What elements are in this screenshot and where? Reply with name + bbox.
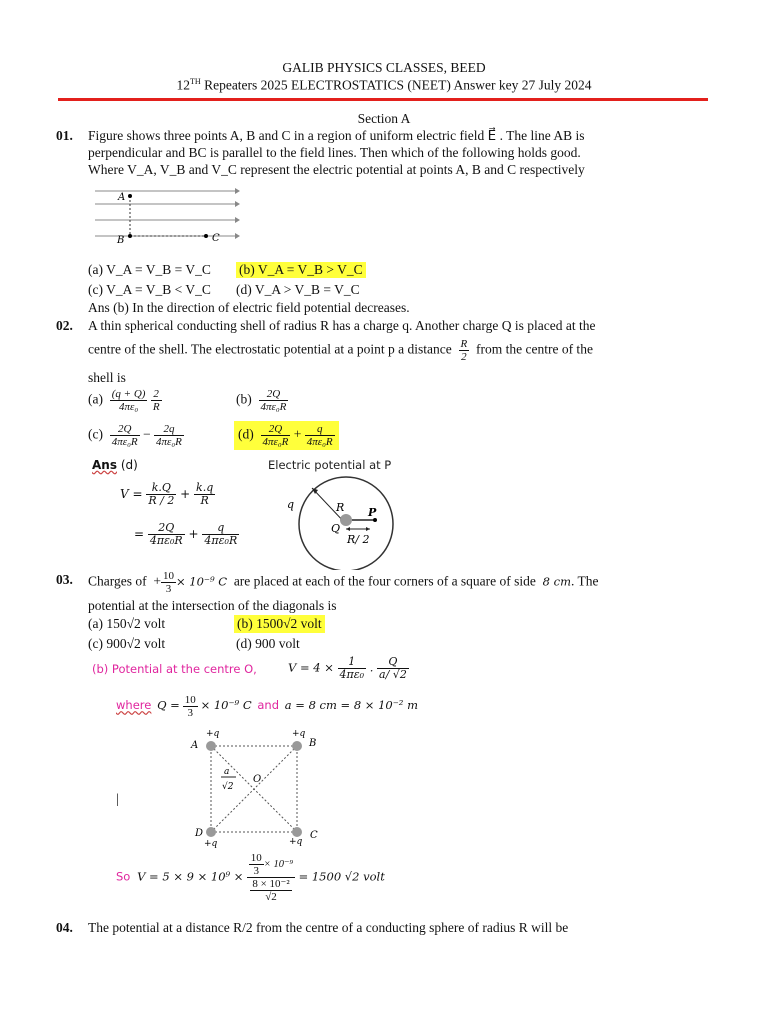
fig-label-o: O — [253, 774, 262, 785]
fig-label-p: P — [368, 506, 377, 519]
q2-sphere-figure — [284, 474, 404, 570]
q3-line2: potential at the intersection of the diagonals is — [88, 598, 337, 613]
fig-charge-a: +q — [206, 729, 220, 739]
q3-option-a: (a) 150√2 volt — [88, 616, 166, 631]
q2-option-a: (a) $\frac{(q + Q)}{\text{4πε₀}}$ $\frac{2}{R}$ — [88, 388, 160, 413]
header-subtitle: 12TH Repeaters 2025 ELECTROSTATICS (NEET) Answer key 27 July 2024 — [176, 77, 592, 93]
q3-square-figure — [186, 724, 326, 850]
q2-line2: centre of the shell. The electrostatic potential at a point p a distance $\frac{R}{2}$ from the centre of the — [88, 338, 593, 363]
q2-solution-step2: = $\frac{2Q}{\text{4πε₀R}}$ + $\frac{q}{\text{4πε₀R}}$ — [134, 521, 238, 547]
fig-charge-c: +q — [289, 837, 303, 847]
fig-label-c: C — [310, 830, 318, 841]
q2-ans-label: Ans (d) — [92, 458, 138, 472]
q3-line1: Charges of + $\frac{10}{3}$ × 10⁻⁹ C are placed at each of the four corners of a square of side 8 cm. The — [88, 570, 599, 595]
fig-charge-b: +q — [292, 729, 306, 739]
q2-solution-step1: V = $\frac{k.Q}{R / 2}$ + $\frac{k.q}{R}$ — [120, 481, 214, 507]
q1-line2: perpendicular and BC is parallel to the field lines. Then which of the following holds good. — [88, 145, 581, 160]
section-title: Section A — [357, 111, 411, 126]
q2-line1: A thin spherical conducting shell of radius R has a charge q. Another charge Q is placed at the — [88, 318, 596, 333]
header-divider — [58, 98, 708, 101]
fig-label-r2: R/ 2 — [347, 533, 370, 546]
q3-option-d: (d) 900 volt — [236, 636, 300, 651]
fig-label-d: D — [195, 828, 204, 839]
q2-option-c: (c) $\frac{2Q}{\text{4πε₀R}}$ − $\frac{2q}{\text{4πε₀R}}$ — [88, 423, 182, 448]
fig-label-a: A — [118, 192, 126, 203]
text-cursor: | — [116, 792, 119, 807]
question-number-1: 01. — [56, 128, 73, 143]
q4-text: The potential at a distance R/2 from the centre of a conducting sphere of radius R will be — [88, 920, 569, 935]
fig-charge-d: +q — [204, 839, 218, 849]
fig-label-c: C — [212, 233, 220, 244]
question-number-2: 02. — [56, 318, 73, 333]
fig-label-q: q — [287, 498, 295, 511]
fig-label-a: A — [191, 740, 199, 751]
q1-field-figure — [90, 186, 240, 248]
header-title: GALIB PHYSICS CLASSES, BEED — [282, 60, 486, 75]
q1-option-a: (a) V_A = V_B = V_C — [88, 262, 211, 277]
q3-solution-line1: (b) Potential at the centre O, — [92, 662, 257, 676]
q3-solution-line3: So V = 5 × 9 × 10⁹ × $\frac{10}{3}$ × 10⁻⁹ $\frac{\text{8 × 10⁻²}}{√2}$ = 1500 √2 volt — [116, 852, 385, 903]
q2-option-d: (d) $\frac{2Q}{\text{4πε₀R}}$ + $\frac{q}{\text{4πε₀R}}$ — [234, 421, 339, 450]
q1-answer: Ans (b) In the direction of electric field potential decreases. — [88, 300, 410, 315]
q3-solution-line2: where Q = $\frac{10}{3}$ × 10⁻⁹ C and a = 8 cm = 8 × 10⁻² m — [116, 694, 418, 719]
q1-option-d: (d) V_A > V_B = V_C — [236, 282, 360, 297]
question-number-4: 04. — [56, 920, 73, 935]
q1-line1: Figure shows three points A, B and C in a region of uniform electric field E⃗ . The line AB is — [88, 128, 585, 143]
q2-line3: shell is — [88, 370, 126, 385]
q2-ep-title: Electric potential at P — [268, 458, 392, 472]
fig-label-r: R — [336, 501, 345, 514]
q3-option-c: (c) 900√2 volt — [88, 636, 166, 651]
q3-option-b: (b) 1500√2 volt — [234, 615, 325, 633]
q2-option-b: (b) $\frac{2Q}{\text{4πε₀R}}$ — [236, 388, 287, 413]
fig-label-root2: √2 — [222, 782, 234, 792]
q1-option-c: (c) V_A = V_B < V_C — [88, 282, 211, 297]
fig-label-bigq: Q — [331, 522, 341, 535]
q1-option-b: (b) V_A = V_B > V_C — [236, 262, 366, 278]
q1-line3: Where V_A, V_B and V_C represent the electric potential at points A, B and C respectively — [88, 162, 585, 177]
q3-solution-formula: V = 4 × $\frac{1}{\text{4πε₀}}$ . $\frac{Q}{a/ √2}$ — [288, 655, 407, 681]
fig-label-side-a: a — [224, 767, 230, 777]
fig-label-b: B — [309, 738, 317, 749]
fig-label-b: B — [117, 235, 125, 246]
question-number-3: 03. — [56, 572, 73, 587]
